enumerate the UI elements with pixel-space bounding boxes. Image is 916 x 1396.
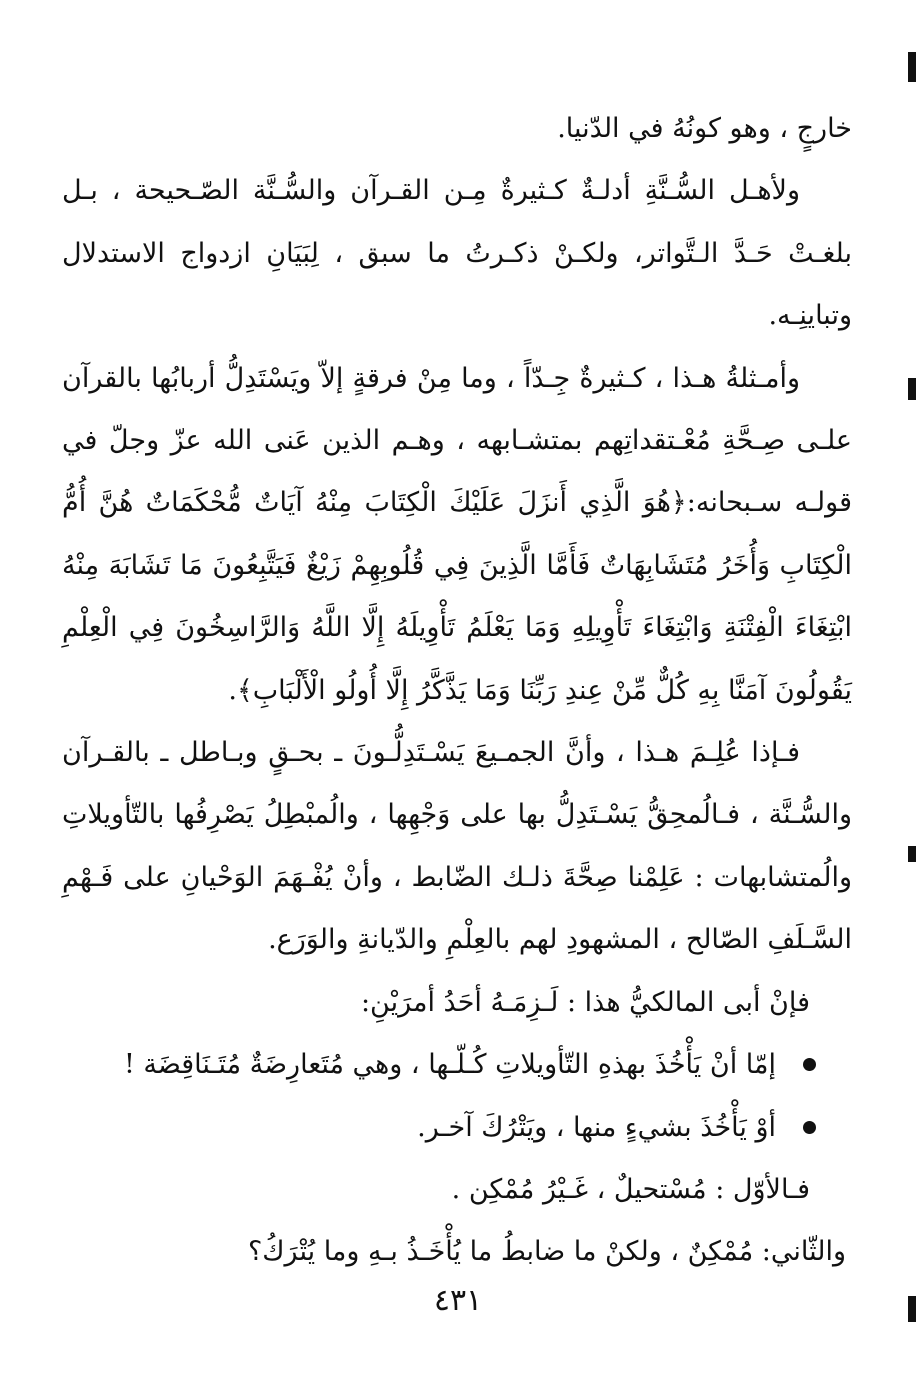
scan-edge-mark bbox=[908, 1296, 916, 1322]
quran-verse: ﴿هُوَ الَّذِي أَنزَلَ عَلَيْكَ الْكِتَابَ مِنْهُ آيَاتٌ مُّحْكَمَاتٌ هُنَّ أُمُّ الْكِتَابِ وَأُخَرُ مُتَشَابِهَاتٌ فَأَمَّا الَّذِينَ فِي قُلُوبِهِمْ زَيْغٌ فَيَتَّبِعُونَ مَا تَشَابَهَ مِنْهُ ابْتِغَاءَ الْفِتْنَةِ وَابْتِغَاءَ تَأْوِيلِهِ وَمَا يَعْلَمُ تَأْوِيلَهُ إِلَّا اللَّهُ وَالرَّاسِخُونَ فِي الْعِلْمِ يَقُولُونَ آمَنَّا بِهِ كُلٌّ مِّنْ عِندِ رَبِّنَا وَمَا يَذَّكَّرُ إِلَّا أُولُو الْأَلْبَابِ﴾ bbox=[62, 487, 852, 706]
page-text-body bbox=[62, 98, 852, 1284]
scan-edge-mark bbox=[908, 52, 916, 82]
verse-end-period: . bbox=[228, 674, 237, 706]
scan-edge-mark bbox=[908, 846, 916, 862]
list-item-text: إمّا أنْ يَأْخُذَ بهذهِ التّأويلاتِ كُـلّـها ، وهي مُتَعارِضَةٌ مُتَـنَاقِضَة ! bbox=[123, 1049, 776, 1081]
paragraph-two-options: فإنْ أبى المالكيُّ هذا : لَـزِمَـهُ أحَدُ أمرَيْنِ: bbox=[360, 986, 810, 1018]
list-item bbox=[62, 1034, 852, 1096]
paragraph-examples-intro: وأمـثلةُ هـذا ، كـثيرةٌ جِـدّاً ، وما مِنْ فرقةٍ إلاّ ويَسْتَدِلُّ أربابُها بالقرآن علـى صِـحَّةِ مُعْـتقداتِهم بمتشـابهه ، وهـم الذين عَنى الله عزّ وجلّ في قولـه سـبحانه: bbox=[62, 362, 852, 519]
bullet-icon bbox=[803, 1121, 816, 1134]
list-item bbox=[62, 1097, 852, 1159]
options-list bbox=[62, 1034, 852, 1159]
conclusion-second: والثّاني: مُمْكِنٌ ، ولكنْ ما ضابطُ ما يُأْخَـذُ بـهِ وما يُتْرَكُ؟ bbox=[247, 1236, 846, 1268]
paragraph-examples bbox=[62, 348, 852, 722]
list-item-text: أوْ يَأْخُذَ بشيءٍ منها ، ويَتْرُكَ آخـر. bbox=[417, 1111, 776, 1143]
paragraph-continuation: خارجٍ ، وهو كونُهُ في الدّنيا. bbox=[557, 113, 852, 144]
scan-edge-mark bbox=[908, 378, 916, 400]
page-number: ٤٣١ bbox=[433, 1283, 483, 1318]
paragraph-evidence: ولأهـل السُّـنَّةِ أدلـةٌ كـثيرةٌ مِـن القـرآن والسُّـنَّة الصّـحيحة ، بـل بلغـتْ حَـدَّ الـتَّواتر، ولكـنْ ذكـرتُ ما سبق ، لِبَيَانِ ازدواج الاستدلال وتباينِـه. bbox=[62, 175, 852, 332]
paragraph-conclusion-rule: فـإذا عُلِـمَ هـذا ، وأنَّ الجمـيعَ يَسْـتَدِلُّـونَ ـ بحـقٍ وبـاطل ـ بالقـرآن والسُّـنَّة ، فـالُمحِقُّ يَسْـتَدِلُّ بها على وَجْهِها ، والُمبْطِلُ يَصْرِفُها بالتّأويلاتِ والُمتشابهات : عَلِمْنا صِحَّةَ ذلـك الضّابط ، وأنْ يُفْـهَمَ الوَحْيانِ على فَـهْمِ السَّـلَفِ الصّالح ، المشهودِ لهم بالعِلْمِ والدّيانةِ والوَرَع. bbox=[62, 737, 852, 956]
bullet-icon bbox=[803, 1058, 816, 1071]
conclusion-first: فـالأوّل : مُسْتحيلٌ ، غَـيْرُ مُمْكِن . bbox=[451, 1173, 810, 1205]
